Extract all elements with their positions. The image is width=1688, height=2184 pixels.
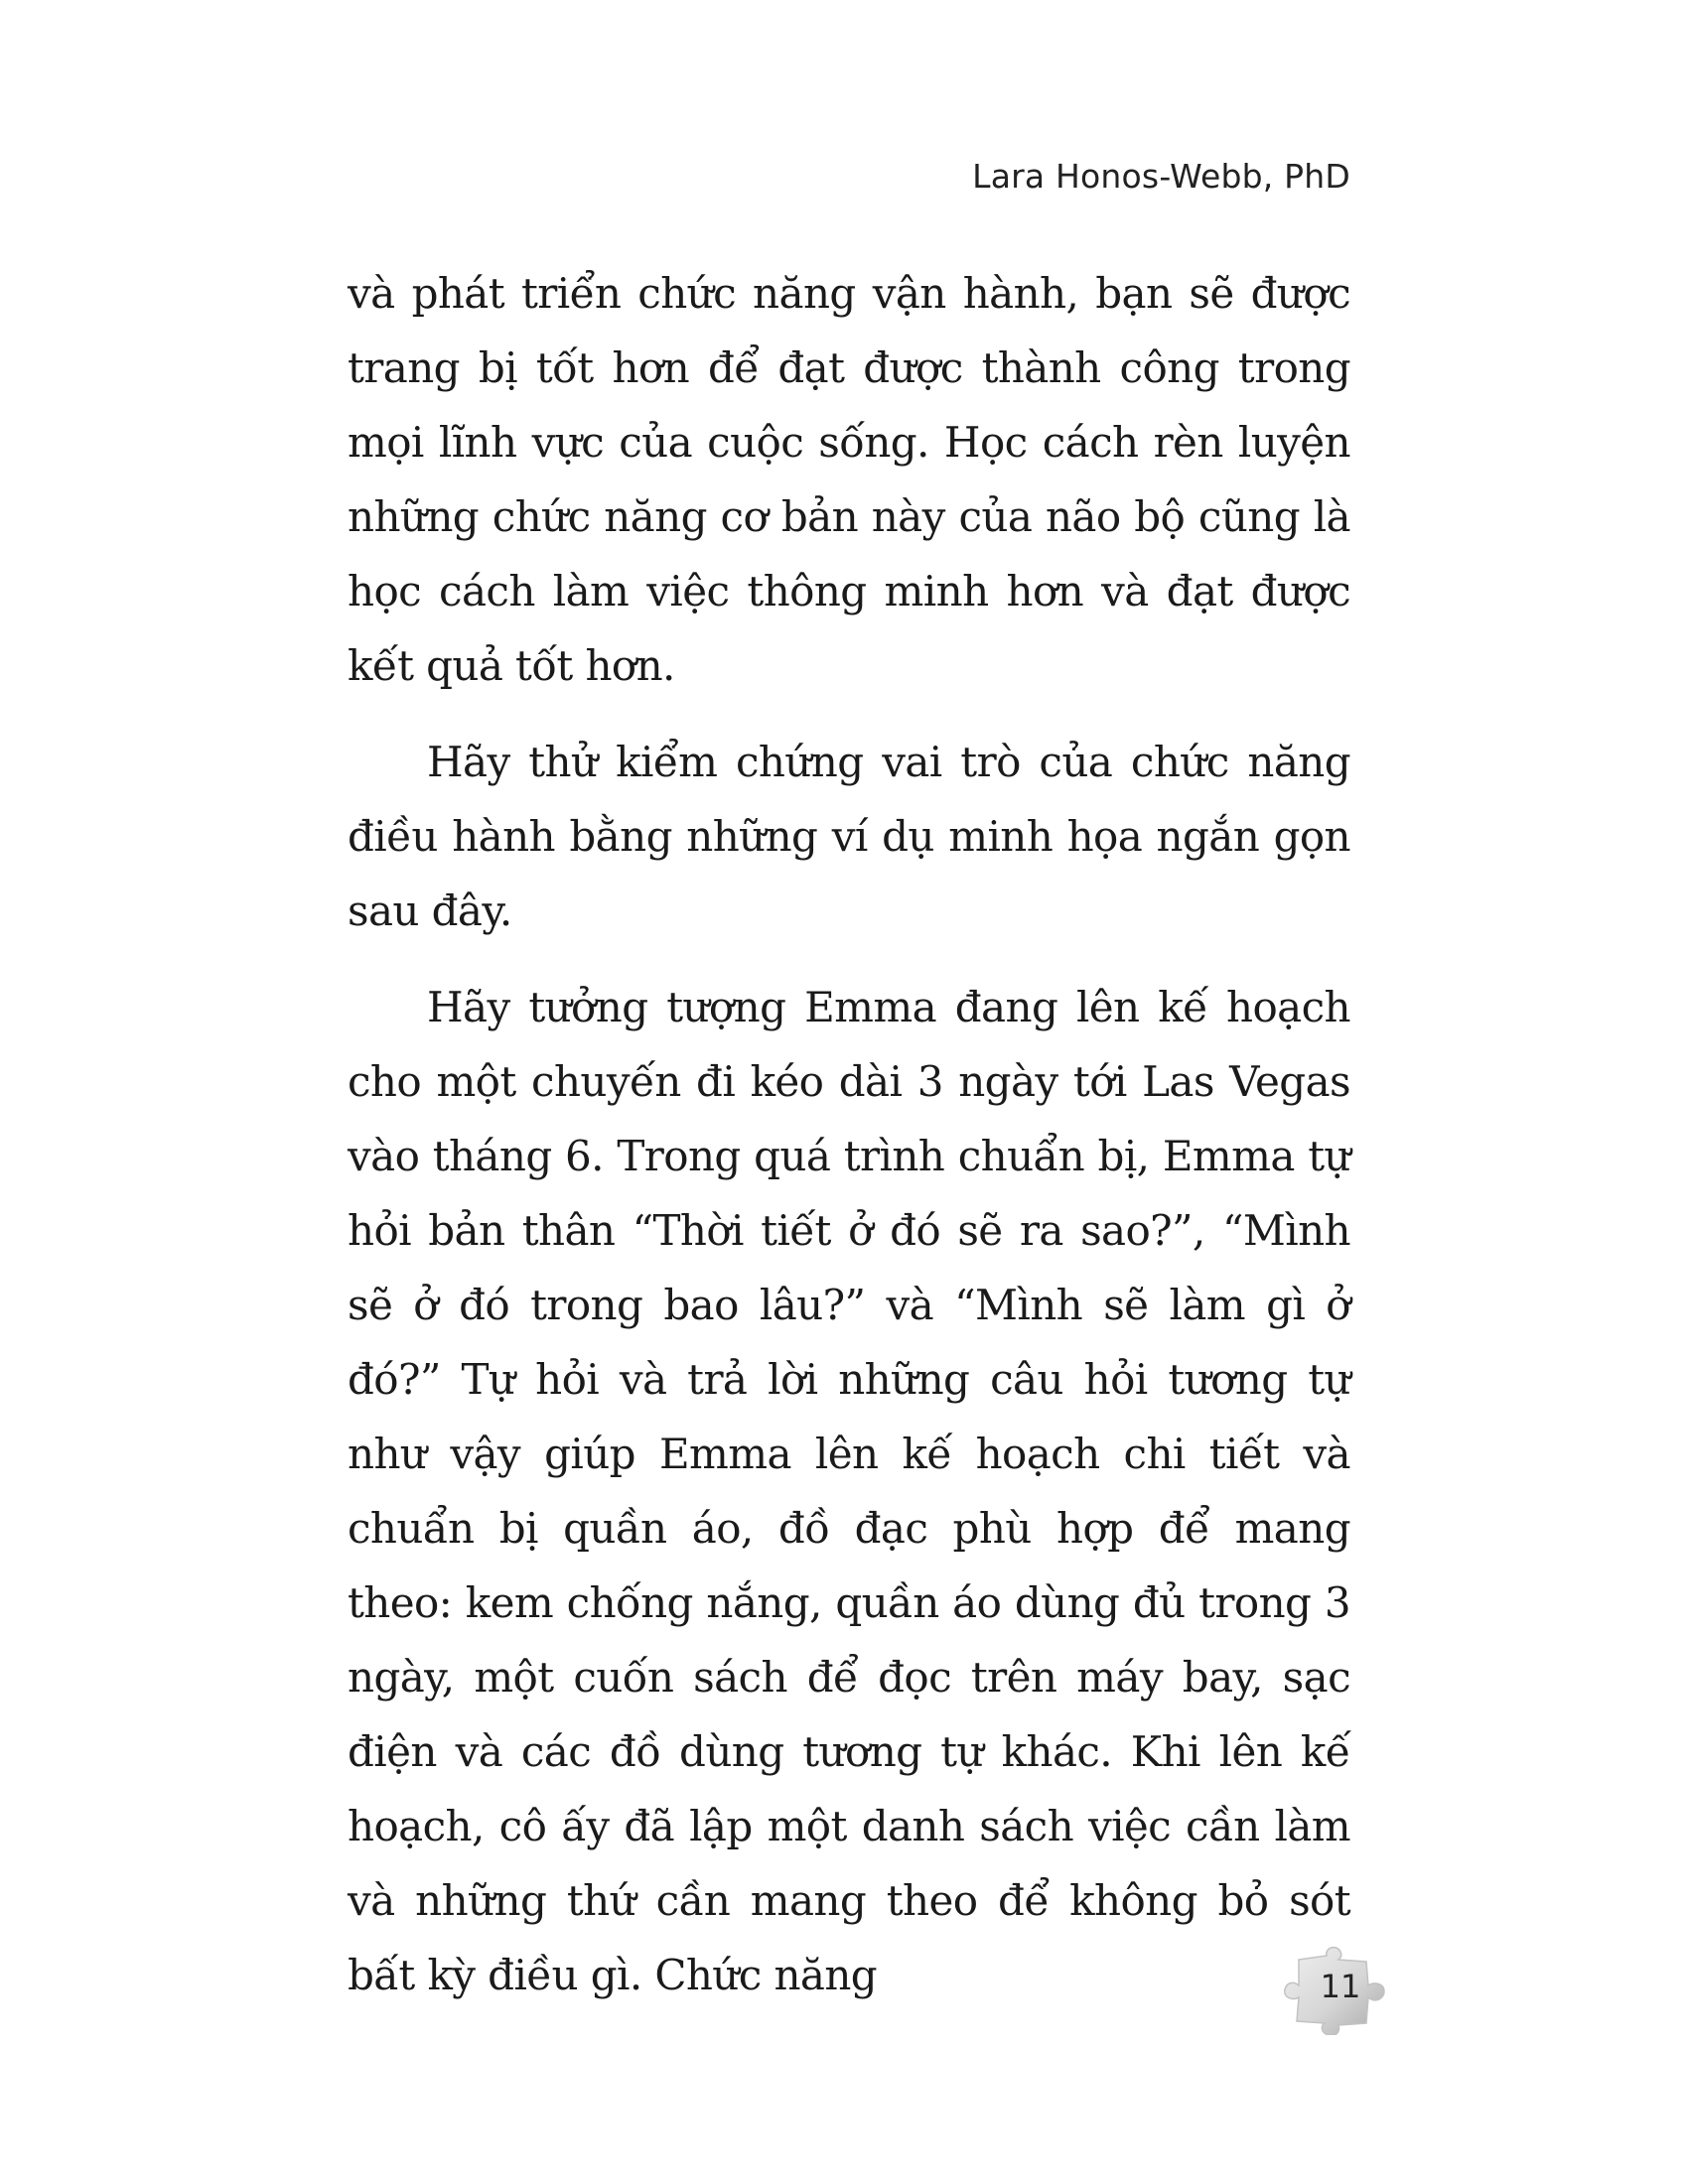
paragraph-3: Hãy tưởng tượng Emma đang lên kế hoạch cho một chuyến đi kéo dài 3 ngày tới Las Vegas vào tháng 6. Trong quá trình chuẩn bị, Emma tự hỏi bản thân “Thời tiết ở đó sẽ ra sao?”, “Mình sẽ ở đó trong bao lâu?” và “Mình sẽ làm gì ở đó?” Tự hỏi và trả lời những câu hỏi tương tự như vậy giúp Emma lên kế hoạch chi tiết và chuẩn bị quần áo, đồ đạc phù hợp để mang theo: kem chống nắng, quần áo dùng đủ trong 3 ngày, một cuốn sách để đọc trên máy bay, sạc điện và các đồ dùng tương tự khác. Khi lên kế hoạch, cô ấy đã lập một danh sách việc cần làm và những thứ cần mang theo để không bỏ sót bất kỳ điều gì. Chức năng — [348, 983, 1350, 1999]
paragraph-2: Hãy thử kiểm chứng vai trò của chức năng điều hành bằng những ví dụ minh họa ngắn gọn sau đây. — [348, 738, 1350, 935]
page-number-badge — [1281, 1946, 1400, 2035]
page-number: 11 — [1320, 1968, 1361, 2005]
running-header-author: Lara Honos-Webb, PhD — [972, 157, 1350, 196]
body-text — [348, 256, 1350, 2012]
paragraph-1: và phát triển chức năng vận hành, bạn sẽ được trang bị tốt hơn để đạt được thành công trong mọi lĩnh vực của cuộc sống. Học cách rèn luyện những chức năng cơ bản này của não bộ cũng là học cách làm việc thông minh hơn và đạt được kết quả tốt hơn. — [348, 269, 1350, 690]
